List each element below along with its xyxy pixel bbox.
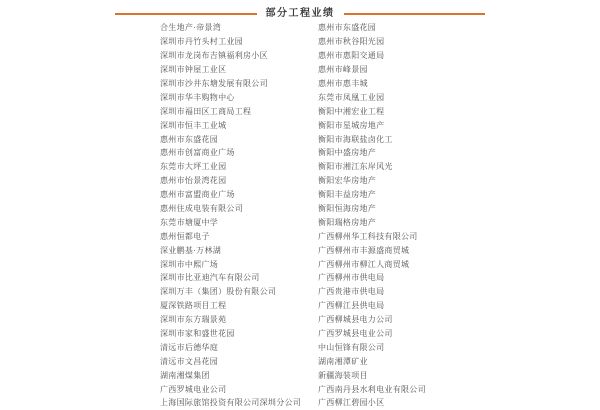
right-divider-line (344, 13, 486, 15)
project-item: 衡阳市海联盐卤化工 (318, 134, 393, 144)
project-item: 惠州市东盛花园 (160, 134, 219, 144)
project-item: 惠州市创富商业广场 (160, 148, 235, 158)
page-title: 部分工程业绩 (265, 8, 335, 19)
project-item: 惠州恒都电子 (160, 231, 210, 241)
project-item: 合生地产·帝景湾 (160, 23, 222, 33)
project-item: 中山恒锋有限公司 (318, 342, 385, 352)
project-item: 惠州住成电装有限公司 (160, 204, 243, 214)
project-item: 广西柳州市供电局 (318, 273, 385, 283)
project-item: 衡阳中湘宏业工程 (318, 106, 385, 116)
project-item: 衡阳市湘江东岸风光 (318, 162, 393, 172)
project-item: 惠州市怡景湾花园 (160, 176, 227, 186)
project-list (0, 20, 600, 410)
project-item: 东莞市大坪工业园 (160, 162, 227, 172)
project-item: 衡阳中盛房地产 (318, 148, 377, 158)
project-item: 惠州市秋谷阳光园 (318, 37, 385, 47)
project-column-right (318, 21, 600, 410)
project-item: 广西柳州市柳江人商贸城 (318, 259, 410, 269)
project-item: 广西柳江县供电局 (318, 301, 385, 311)
project-item: 东莞市凤凰工业园 (318, 92, 385, 102)
left-divider-line (115, 13, 257, 15)
project-item: 深圳市丹竹头村工业园 (160, 37, 243, 47)
project-item: 衡阳市星城房地产 (318, 120, 385, 130)
project-item: 广西柳城县电力公司 (318, 315, 393, 325)
project-item: 衡阳宏华房地产 (318, 176, 377, 186)
project-item: 衡阳恒海房地产 (318, 204, 377, 214)
project-item: 深业鹏基·万林湖 (160, 245, 222, 255)
project-item: 惠州市富盟商业广场 (160, 190, 235, 200)
project-column-left (160, 21, 318, 410)
project-item: 深圳市东方瑞景苑 (160, 315, 227, 325)
project-item: 深圳市恒丰工业城 (160, 120, 227, 130)
section-header (0, 0, 600, 20)
project-item: 惠州市东盛花园 (318, 23, 377, 33)
project-item: 广西罗城县电业公司 (318, 329, 393, 339)
project-item: 上海国际旅馆投资有限公司深圳分公司 (160, 398, 302, 408)
project-item: 广西贵港市供电局 (318, 287, 385, 297)
project-item: 深圳市福田区工商局工程 (160, 106, 252, 116)
project-item: 深圳市龙岗布吉镇福利房小区 (160, 51, 268, 61)
project-item: 清远市文昌花园 (160, 356, 219, 366)
project-item: 湖南湘煤集团 (160, 370, 210, 380)
project-item: 深圳市中熙广场 (160, 259, 219, 269)
project-item: 新疆海装项目 (318, 370, 368, 380)
project-item: 广西罗城电业公司 (160, 384, 227, 394)
project-item: 深圳市钟屋工业区 (160, 65, 227, 75)
project-item: 惠州市惠阳交通局 (318, 51, 385, 61)
project-item: 广西柳州华工科技有限公司 (318, 231, 418, 241)
project-item: 广西柳江碧园小区 (318, 398, 385, 408)
project-item: 衡阳瑞格房地产 (318, 217, 377, 227)
project-item: 深圳市家和盛世花园 (160, 329, 235, 339)
project-item: 广西南丹县水利电业有限公司 (318, 384, 426, 394)
project-item: 惠州市惠丰城 (318, 79, 368, 88)
project-item: 广西柳州市丰源盛商贸城 (318, 245, 410, 255)
project-item: 衡阳丰益房地产 (318, 190, 377, 200)
project-item: 深圳市华丰购物中心 (160, 92, 235, 102)
project-item: 深圳市比亚迪汽车有限公司 (160, 273, 260, 283)
project-item: 湖南湘潭矿业 (318, 356, 368, 366)
project-item: 清远市后德华庭 (160, 342, 219, 352)
project-item: 深圳万丰（集团）股份有限公司 (160, 287, 277, 297)
project-item: 厦深铁路项目工程 (160, 301, 227, 311)
project-item: 惠州市峰景园 (318, 65, 368, 75)
project-item: 深圳市沙井东塘发展有限公司 (160, 79, 268, 88)
project-item: 东莞市塘厦中学 (160, 217, 219, 227)
